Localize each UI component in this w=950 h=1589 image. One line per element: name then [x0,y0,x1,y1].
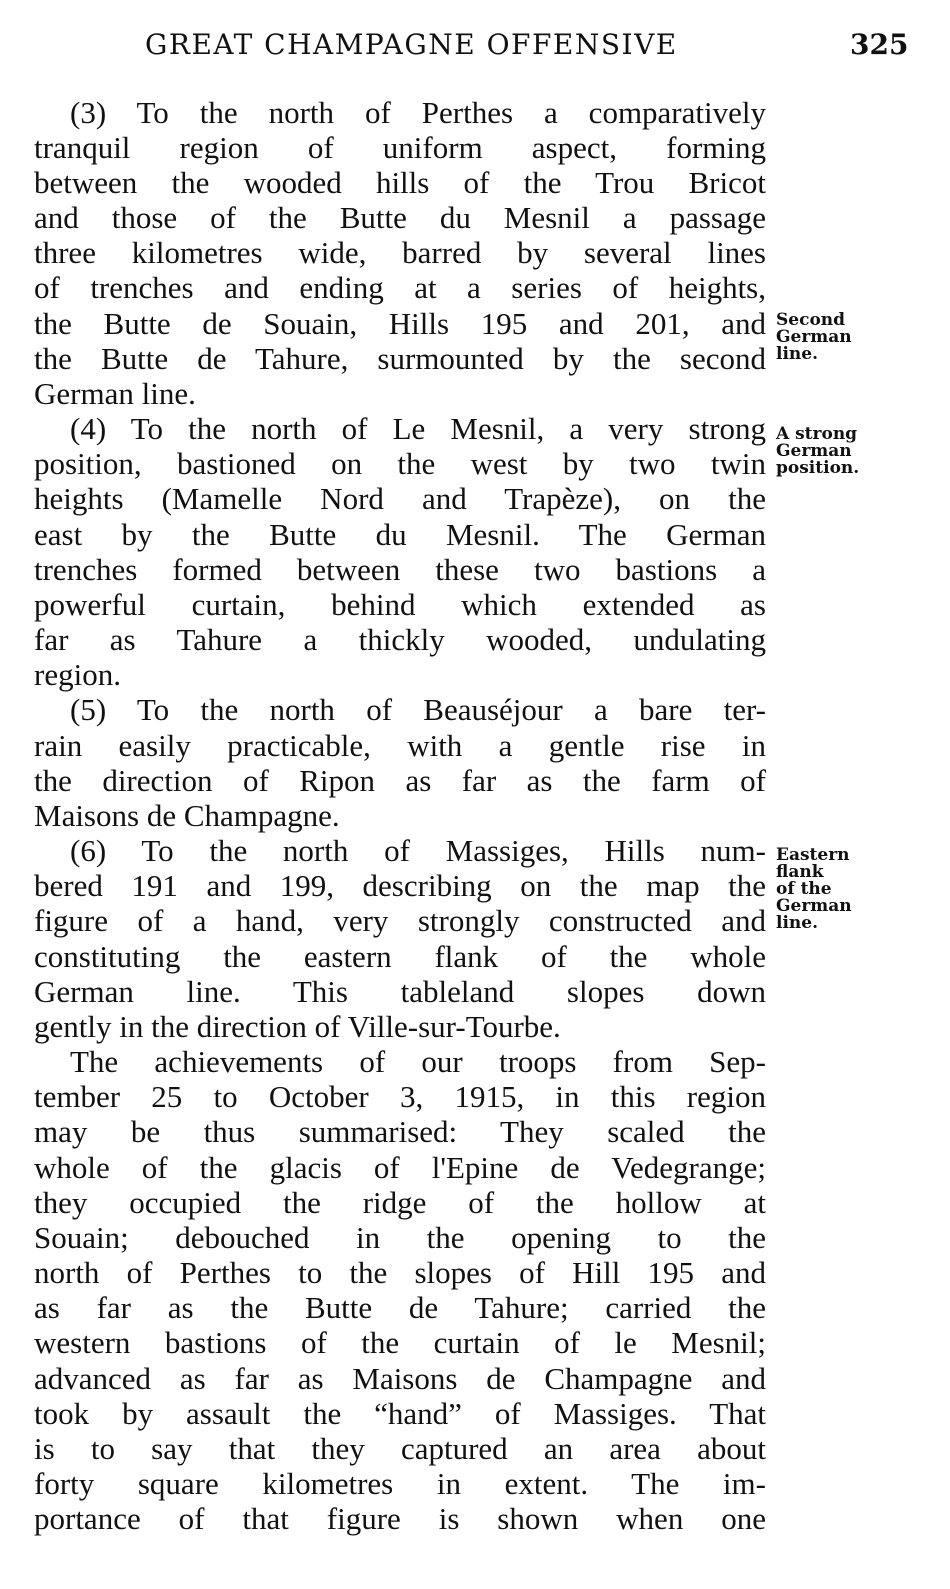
margin-note-eastern-flank [776,847,916,932]
text-line: region. [34,657,121,692]
text-line: the direction of Ripon as far as the farm of [34,763,766,798]
text-line: the Butte de Souain, Hills 195 and 201, and [34,306,766,341]
text-line: (5) To the north of Beauséjour a bare ter- [70,692,766,727]
text-line: the Butte de Tahure, surmounted by the second [34,341,766,376]
text-line: rain easily practicable, with a gentle rise in [34,728,766,763]
text-line: powerful curtain, behind which extended as [34,587,766,622]
text-line: between the wooded hills of the Trou Bricot [34,165,766,200]
margin-note-line: German [776,896,852,916]
running-title: GREAT CHAMPAGNE OFFENSIVE [145,28,678,61]
text-line: gently in the direction of Ville-sur-Tourbe. [34,1009,561,1044]
margin-note-line: position. [776,458,860,478]
text-line: and those of the Butte du Mesnil a passage [34,200,766,235]
text-line: forty square kilometres in extent. The im- [34,1466,766,1501]
running-header [0,28,950,68]
margin-note-line: line. [776,344,819,364]
text-line: east by the Butte du Mesnil. The German [34,517,766,552]
text-line: three kilometres wide, barred by several lines [34,235,766,270]
text-line: constituting the eastern flank of the whole [34,939,766,974]
text-line: heights (Mamelle Nord and Trapèze), on the [34,481,766,516]
margin-note-line: German [776,327,852,347]
text-line: is to say that they captured an area about [34,1431,766,1466]
text-line: trenches formed between these two bastions a [34,552,766,587]
page-number: 325 [850,28,909,61]
text-line: whole of the glacis of l'Epine de Vedegrange; [34,1150,766,1185]
text-line: bered 191 and 199, describing on the map the [34,868,766,903]
text-line: north of Perthes to the slopes of Hill 195 and [34,1255,766,1290]
margin-note-line: Second [776,310,846,330]
text-line: German line. This tableland slopes down [34,974,766,1009]
text-line: position, bastioned on the west by two twin [34,446,766,481]
text-line: German line. [34,376,196,411]
margin-note-second-german-line [776,312,916,363]
text-line: of trenches and ending at a series of heights, [34,270,766,305]
text-line: portance of that figure is shown when one [34,1501,766,1536]
margin-note-line: of the [776,879,832,899]
text-line: figure of a hand, very strongly constructed and [34,903,766,938]
margin-note-line: flank [776,862,824,882]
margin-note-line: Eastern [776,845,850,865]
text-line: tember 25 to October 3, 1915, in this region [34,1079,766,1114]
text-line: advanced as far as Maisons de Champagne and [34,1361,766,1396]
text-line: took by assault the “hand” of Massiges. That [34,1396,766,1431]
text-line: (3) To the north of Perthes a comparatively [70,95,766,130]
text-line: Souain; debouched in the opening to the [34,1220,766,1255]
margin-note-line: A strong [776,424,858,444]
text-line: as far as the Butte de Tahure; carried the [34,1290,766,1325]
text-line: far as Tahure a thickly wooded, undulating [34,622,766,657]
text-line: Maisons de Champagne. [34,798,340,833]
text-line: may be thus summarised: They scaled the [34,1114,766,1149]
margin-note-line: German [776,441,852,461]
margin-note-strong-german-position [776,426,916,477]
margin-note-line: line. [776,913,819,933]
text-line: they occupied the ridge of the hollow at [34,1185,766,1220]
text-line: (6) To the north of Massiges, Hills num- [70,833,766,868]
text-line: The achievements of our troops from Sep- [70,1044,766,1079]
text-line: western bastions of the curtain of le Mesnil; [34,1325,766,1360]
text-line: (4) To the north of Le Mesnil, a very strong [70,411,766,446]
text-line: tranquil region of uniform aspect, forming [34,130,766,165]
